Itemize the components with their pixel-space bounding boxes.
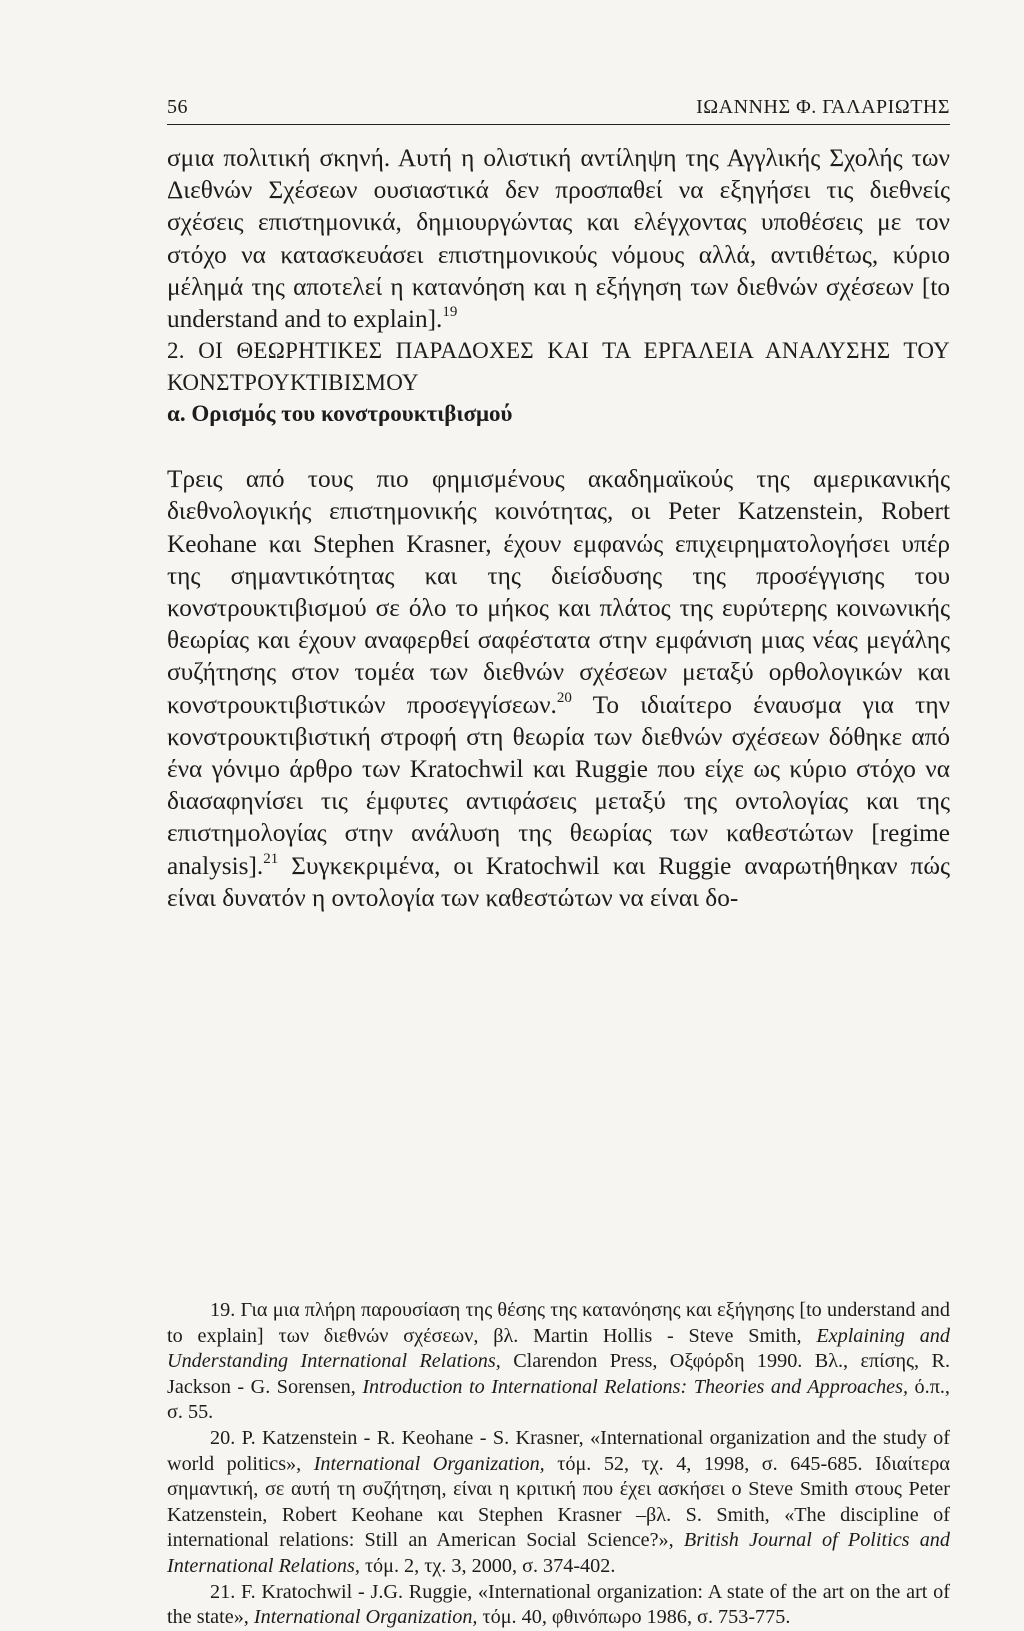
page-number: 56 (167, 96, 188, 118)
footnote-20-journal-2: British Journal of Politics and International Relations, (167, 1529, 950, 1577)
footnote-ref-20[interactable]: 20 (556, 689, 572, 706)
footnote-20-text-3: τόμ. 2, τχ. 3, 2000, σ. 374-402. (359, 1554, 616, 1577)
main-text-part-1: Τρεις από τους πιο φημισμένους ακαδημαϊκούς της αμερικανικής διεθνολογικής επιστημονικής κοινότητας, οι Peter Katzenstein, Robert Keohane και Stephen Krasner, έχουν εμφανώς επιχειρηματολογήσει υπέρ της σημαντικότητας και της διείσδυσης της προσέγγισης του κονστρουκτιβισμού σε όλο το μήκος και πλάτος της ευρύτερης κοινωνικής θεωρίας και έχουν αναφερθεί σαφέστατα στην εμφάνιση μιας νέας μεγάλης συζήτησης στον τομέα των διεθνών σχέσεων μεταξύ ορθολογικών και κονστρουκτιβιστικών προσεγγίσεων. (167, 465, 950, 719)
footnotes (167, 1298, 950, 1631)
footnote-20-text-2: τόμ. 52, τχ. 4, 1998, σ. 645-685. Ιδιαίτερα σημαντική, σε αυτή τη συζήτηση, είναι η κριτική που έχει ασκήσει ο Steve Smith στους Peter Katzenstein, Robert Keohane και Stephen Krasner –βλ. S. Smith, «The discipline of international relations: Still an American Social Science?», (167, 1452, 950, 1552)
section-heading: 2. ΟΙ ΘΕΩΡΗΤΙΚΕΣ ΠΑΡΑΔΟΧΕΣ ΚΑΙ ΤΑ ΕΡΓΑΛΕΙΑ ΑΝΑΛΥΣΗΣ ΤΟΥ ΚΟΝΣΤΡΟΥΚΤΙΒΙΣΜΟΥ (167, 338, 950, 396)
intro-paragraph (167, 142, 950, 335)
footnote-19 (167, 1298, 950, 1426)
footnote-ref-19[interactable]: 19 (442, 304, 458, 321)
footnote-19-text-3: ό.π., σ. 55. (167, 1375, 950, 1424)
main-paragraph (167, 463, 950, 914)
footnote-21 (167, 1580, 950, 1631)
main-text-part-3: Συγκεκριμένα, οι Kratochwil και Ruggie αναρωτήθηκαν πώς είναι δυνατόν η οντολογία των καθεστώτων να είναι δο- (167, 851, 950, 912)
intro-text: σμια πολιτική σκηνή. Αυτή η ολιστική αντίληψη της Αγγλικής Σχολής των Διεθνών Σχέσεων ουσιαστικά δεν προσπαθεί να εξηγήσει τις διεθνείς σχέσεις επιστημονικά, δημιουργώντας και ελέγχοντας υποθέσεις με τον στόχο να κατασκευάσει επιστημονικούς νόμους αλλά, αντιθέτως, κύριο μέλημά της αποτελεί η κατανόηση και η εξήγηση των διεθνών σχέσεων [to understand and to explain]. (167, 144, 950, 334)
running-header (167, 96, 950, 125)
footnote-21-journal: International Organization, (253, 1606, 478, 1629)
footnote-19-text: 19. Για μια πλήρη παρουσίαση της θέσης της κατανόησης και εξήγησης [to understand and to explain] των διεθνών σχέσεων, βλ. Martin Hollis - Steve Smith, (167, 1299, 950, 1347)
subsection-heading: α. Ορισμός του κονστρουκτιβισμού (167, 401, 513, 427)
footnote-21-text-2: τόμ. 40, φθινόπωρο 1986, σ. 753-775. (477, 1606, 791, 1629)
footnote-21-text: 21. F. Kratochwil - J.G. Ruggie, «International organization: A state of the art on the art of the state», (167, 1580, 950, 1629)
main-text-part-2: Το ιδιαίτερο έναυσμα για την κονστρουκτιβιστική στροφή στη θεωρία των διεθνών σχέσεων δόθηκε από ένα γόνιμο άρθρο των Kratochwil και Ruggie που είχε ως κύριο στόχο να διασαφηνίσει τις έμφυτες αντιφάσεις μεταξύ της οντολογίας και της επιστημολογίας στην ανάλυση της θεωρίας των καθεστώτων [regime analysis]. (167, 690, 950, 880)
footnote-19-text-2: Clarendon Press, Οξφόρδη 1990. Βλ., επίσης, R. Jackson - G. Sorensen, (167, 1350, 951, 1398)
body-text (167, 142, 950, 914)
running-head-author: ΙΩΑΝΝΗΣ Φ. ΓΑΛΑΡΙΩΤΗΣ (696, 96, 950, 118)
footnote-20-journal: International Organization, (313, 1452, 545, 1475)
footnote-19-title: Explaining and Understanding International Relations, (167, 1324, 950, 1373)
footnote-ref-21[interactable]: 21 (263, 850, 279, 867)
footnote-20-text: 20. P. Katzenstein - R. Keohane - S. Krasner, «International organization and the study of world politics», (167, 1426, 950, 1475)
footnote-20 (167, 1426, 950, 1580)
footnote-19-title-2: Introduction to International Relations: Theories and Approaches, (362, 1375, 909, 1398)
